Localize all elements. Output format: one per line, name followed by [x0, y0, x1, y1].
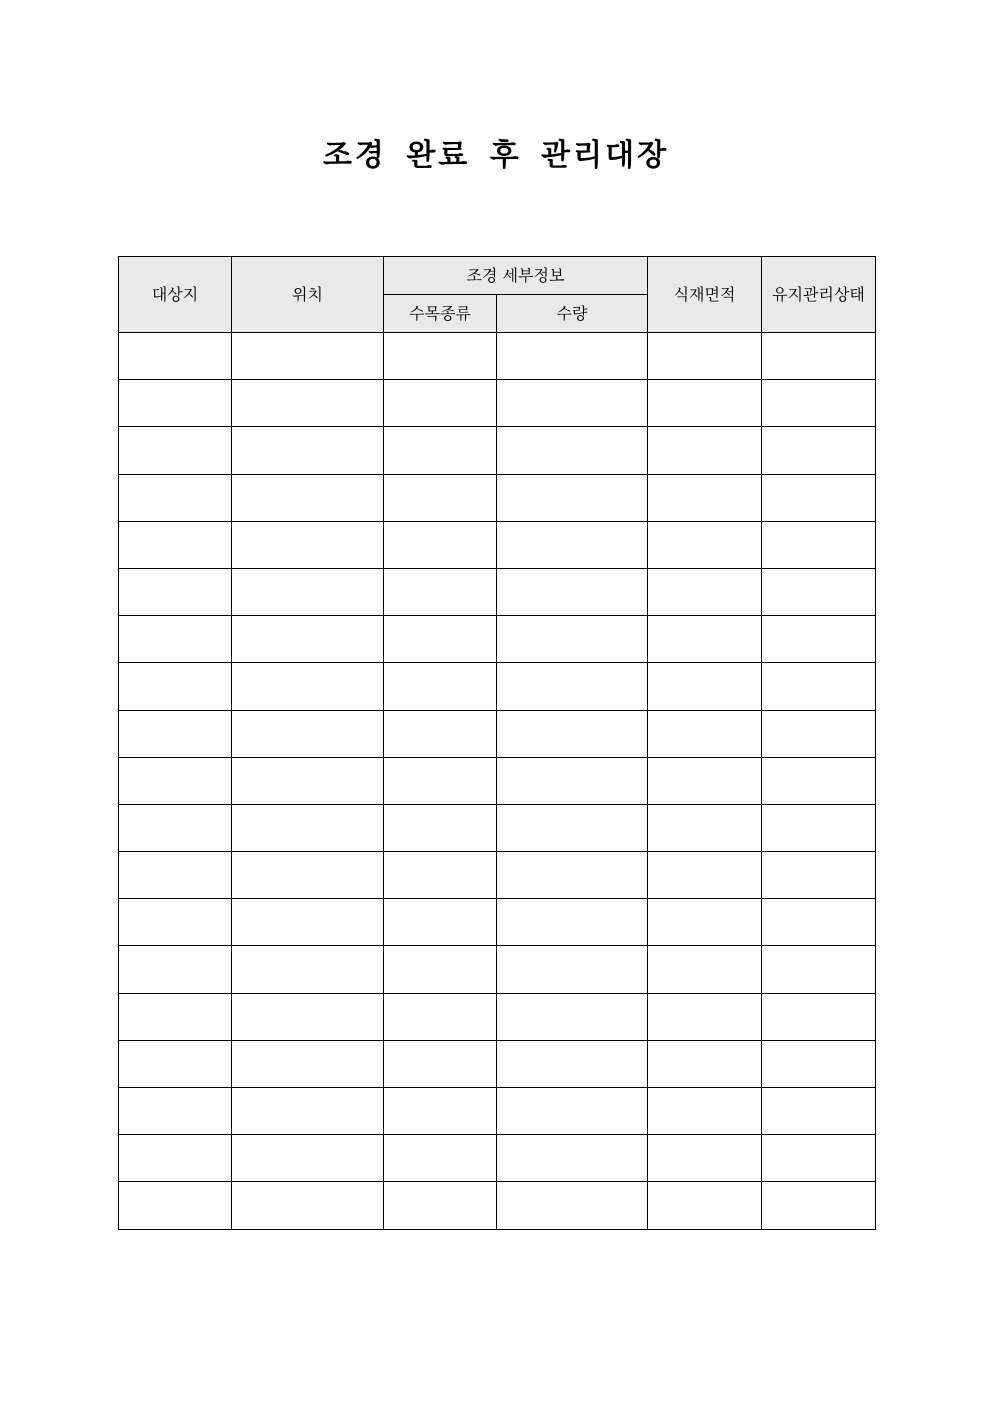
cell-quantity[interactable] — [497, 1182, 648, 1229]
cell-planting-area[interactable] — [648, 568, 762, 615]
management-ledger-table — [118, 256, 876, 1230]
table-row — [119, 899, 876, 946]
header-quantity: 수량 — [497, 295, 648, 333]
cell-quantity[interactable] — [497, 663, 648, 710]
cell-location[interactable] — [232, 616, 384, 663]
cell-planting-area[interactable] — [648, 852, 762, 899]
cell-maintenance-status[interactable] — [762, 521, 876, 568]
cell-planting-area[interactable] — [648, 1135, 762, 1182]
cell-species[interactable] — [384, 521, 497, 568]
header-site: 대상지 — [119, 257, 232, 333]
header-maintenance-status: 유지관리상태 — [762, 257, 876, 333]
cell-quantity[interactable] — [497, 804, 648, 851]
table-row — [119, 852, 876, 899]
cell-maintenance-status[interactable] — [762, 333, 876, 380]
cell-planting-area[interactable] — [648, 1040, 762, 1087]
cell-maintenance-status[interactable] — [762, 380, 876, 427]
cell-quantity[interactable] — [497, 710, 648, 757]
cell-planting-area[interactable] — [648, 1182, 762, 1229]
cell-species[interactable] — [384, 804, 497, 851]
cell-planting-area[interactable] — [648, 333, 762, 380]
cell-site[interactable] — [119, 380, 232, 427]
cell-maintenance-status[interactable] — [762, 946, 876, 993]
cell-site[interactable] — [119, 899, 232, 946]
cell-site[interactable] — [119, 852, 232, 899]
cell-site[interactable] — [119, 521, 232, 568]
cell-species[interactable] — [384, 993, 497, 1040]
cell-planting-area[interactable] — [648, 380, 762, 427]
cell-location[interactable] — [232, 663, 384, 710]
cell-site[interactable] — [119, 1182, 232, 1229]
cell-site[interactable] — [119, 804, 232, 851]
cell-maintenance-status[interactable] — [762, 710, 876, 757]
cell-location[interactable] — [232, 427, 384, 474]
cell-species[interactable] — [384, 757, 497, 804]
cell-location[interactable] — [232, 1088, 384, 1135]
cell-planting-area[interactable] — [648, 993, 762, 1040]
cell-quantity[interactable] — [497, 1135, 648, 1182]
table-row — [119, 710, 876, 757]
table-row — [119, 1040, 876, 1087]
cell-planting-area[interactable] — [648, 521, 762, 568]
cell-planting-area[interactable] — [648, 427, 762, 474]
cell-maintenance-status[interactable] — [762, 1135, 876, 1182]
cell-location[interactable] — [232, 333, 384, 380]
table-row — [119, 993, 876, 1040]
table-row — [119, 333, 876, 380]
table-row — [119, 1088, 876, 1135]
cell-species[interactable] — [384, 946, 497, 993]
cell-maintenance-status[interactable] — [762, 993, 876, 1040]
table-row — [119, 1135, 876, 1182]
cell-location[interactable] — [232, 899, 384, 946]
cell-maintenance-status[interactable] — [762, 1040, 876, 1087]
cell-species[interactable] — [384, 333, 497, 380]
cell-location[interactable] — [232, 993, 384, 1040]
cell-site[interactable] — [119, 663, 232, 710]
cell-maintenance-status[interactable] — [762, 427, 876, 474]
cell-species[interactable] — [384, 380, 497, 427]
table-body — [119, 333, 876, 1230]
table-row — [119, 757, 876, 804]
cell-quantity[interactable] — [497, 757, 648, 804]
cell-location[interactable] — [232, 757, 384, 804]
cell-maintenance-status[interactable] — [762, 852, 876, 899]
cell-quantity[interactable] — [497, 333, 648, 380]
cell-planting-area[interactable] — [648, 804, 762, 851]
cell-species[interactable] — [384, 710, 497, 757]
cell-quantity[interactable] — [497, 899, 648, 946]
cell-maintenance-status[interactable] — [762, 568, 876, 615]
cell-location[interactable] — [232, 1182, 384, 1229]
cell-quantity[interactable] — [497, 616, 648, 663]
cell-location[interactable] — [232, 1040, 384, 1087]
cell-site[interactable] — [119, 1088, 232, 1135]
cell-location[interactable] — [232, 852, 384, 899]
table-header — [119, 257, 876, 333]
cell-maintenance-status[interactable] — [762, 1182, 876, 1229]
cell-planting-area[interactable] — [648, 474, 762, 521]
cell-quantity[interactable] — [497, 380, 648, 427]
cell-maintenance-status[interactable] — [762, 663, 876, 710]
cell-species[interactable] — [384, 616, 497, 663]
table-row — [119, 616, 876, 663]
header-location: 위치 — [232, 257, 384, 333]
cell-location[interactable] — [232, 946, 384, 993]
table-row — [119, 804, 876, 851]
table-row — [119, 1182, 876, 1229]
cell-quantity[interactable] — [497, 852, 648, 899]
cell-maintenance-status[interactable] — [762, 804, 876, 851]
cell-quantity[interactable] — [497, 474, 648, 521]
cell-site[interactable] — [119, 474, 232, 521]
table-row — [119, 663, 876, 710]
document-title: 조경 완료 후 관리대장 — [322, 138, 670, 173]
cell-species[interactable] — [384, 899, 497, 946]
cell-site[interactable] — [119, 1040, 232, 1087]
cell-species[interactable] — [384, 427, 497, 474]
cell-location[interactable] — [232, 804, 384, 851]
cell-species[interactable] — [384, 1040, 497, 1087]
table-row — [119, 380, 876, 427]
cell-maintenance-status[interactable] — [762, 757, 876, 804]
cell-species[interactable] — [384, 1135, 497, 1182]
cell-site[interactable] — [119, 1135, 232, 1182]
cell-quantity[interactable] — [497, 1040, 648, 1087]
header-tree-species: 수목종류 — [384, 295, 497, 333]
cell-maintenance-status[interactable] — [762, 899, 876, 946]
cell-quantity[interactable] — [497, 946, 648, 993]
cell-quantity[interactable] — [497, 427, 648, 474]
cell-quantity[interactable] — [497, 993, 648, 1040]
table-row — [119, 946, 876, 993]
table-row — [119, 474, 876, 521]
cell-location[interactable] — [232, 474, 384, 521]
cell-planting-area[interactable] — [648, 757, 762, 804]
cell-site[interactable] — [119, 568, 232, 615]
cell-species[interactable] — [384, 1088, 497, 1135]
cell-species[interactable] — [384, 474, 497, 521]
cell-species[interactable] — [384, 568, 497, 615]
cell-location[interactable] — [232, 568, 384, 615]
cell-planting-area[interactable] — [648, 710, 762, 757]
cell-site[interactable] — [119, 946, 232, 993]
cell-site[interactable] — [119, 710, 232, 757]
cell-location[interactable] — [232, 521, 384, 568]
cell-species[interactable] — [384, 852, 497, 899]
cell-planting-area[interactable] — [648, 899, 762, 946]
cell-site[interactable] — [119, 333, 232, 380]
cell-quantity[interactable] — [497, 521, 648, 568]
cell-site[interactable] — [119, 757, 232, 804]
cell-site[interactable] — [119, 427, 232, 474]
table-row — [119, 427, 876, 474]
cell-maintenance-status[interactable] — [762, 616, 876, 663]
cell-location[interactable] — [232, 380, 384, 427]
cell-planting-area[interactable] — [648, 1088, 762, 1135]
cell-planting-area[interactable] — [648, 946, 762, 993]
cell-location[interactable] — [232, 710, 384, 757]
cell-quantity[interactable] — [497, 1088, 648, 1135]
cell-location[interactable] — [232, 1135, 384, 1182]
table-row — [119, 568, 876, 615]
cell-quantity[interactable] — [497, 568, 648, 615]
cell-maintenance-status[interactable] — [762, 1088, 876, 1135]
cell-site[interactable] — [119, 616, 232, 663]
cell-planting-area[interactable] — [648, 616, 762, 663]
header-landscape-detail-group: 조경 세부정보 — [384, 257, 648, 295]
cell-maintenance-status[interactable] — [762, 474, 876, 521]
cell-species[interactable] — [384, 1182, 497, 1229]
header-planting-area: 식재면적 — [648, 257, 762, 333]
cell-site[interactable] — [119, 993, 232, 1040]
cell-planting-area[interactable] — [648, 663, 762, 710]
cell-species[interactable] — [384, 663, 497, 710]
table-row — [119, 521, 876, 568]
